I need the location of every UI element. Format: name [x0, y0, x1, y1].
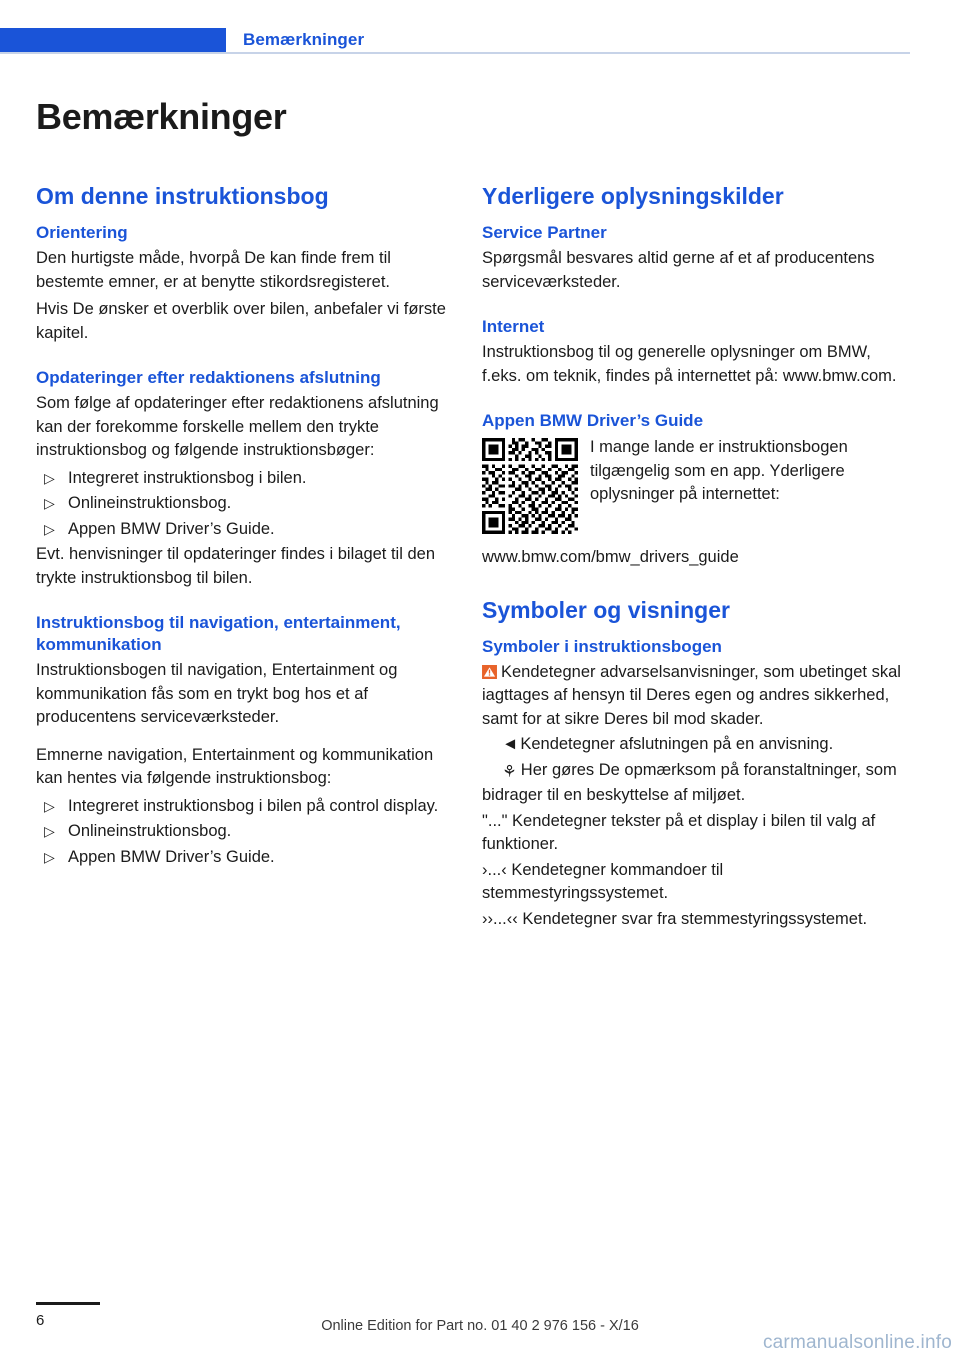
app-url: www.bmw.com/bmw_drivers_guide	[482, 548, 739, 566]
list-item-label: Integreret instruktionsbog i bilen på control display.	[68, 796, 439, 815]
section-heading-symboler-og-visninger: Symboler og visninger	[482, 596, 730, 623]
section-heading-om-denne-instruktionsbog: Om denne instruktionsbog	[36, 183, 329, 209]
header-title: Bemærkninger	[243, 30, 365, 49]
list-item-label: Onlineinstruktionsbog.	[68, 822, 232, 840]
environment-leaf-icon: ⚘	[502, 762, 517, 781]
list-item	[36, 846, 446, 870]
symbol-warning-text: Kendetegner advarselsanvisninger, som ubetinget skal iagttages af hensyn til Deres egen og andres sikkerhed, samt for at sikre Deres bil mod skader.	[482, 662, 901, 728]
symbol-end-row	[482, 733, 902, 757]
paragraph-orientering-1: Den hurtigste måde, hvorpå De kan finde frem til bestemte emner, er at benytte stikordsregisteret.	[36, 249, 391, 291]
triangle-bullet-icon: ▷	[44, 469, 55, 486]
subsection-heading-opdateringer: Opdateringer efter redaktionens afslutning	[36, 368, 381, 387]
list-item	[36, 795, 446, 819]
triangle-bullet-icon: ▷	[44, 848, 55, 865]
symbol-voice-answer-row: ››...‹‹ Kendetegner svar fra stemmestyringssystemet.	[482, 909, 868, 928]
subsection-heading-navigation: Instruktionsbog til navigation, entertainment, kommunikation	[36, 613, 401, 654]
paragraph-opdateringer-2: Evt. henvisninger til opdateringer findes i bilaget til den trykte instruktionsbog til bilen.	[36, 545, 435, 587]
subsection-heading-app-drivers-guide: Appen BMW Driver’s Guide	[482, 411, 704, 430]
paragraph-service-partner: Spørgsmål besvares altid gerne af et af producentens serviceværksteder.	[482, 249, 875, 291]
header-divider	[0, 52, 910, 54]
left-column	[36, 182, 446, 871]
paragraph-internet: Instruktionsbog til og generelle oplysninger om BMW, f.eks. om teknik, findes på internettet på: www.bmw.com.	[482, 343, 897, 385]
qr-block	[482, 436, 902, 534]
qr-code-icon	[482, 438, 578, 534]
page-title: Bemærkninger	[36, 96, 287, 137]
subsection-heading-service-partner: Service Partner	[482, 223, 607, 242]
paragraph-navigation-2: Emnerne navigation, Entertainment og kommunikation kan hentes via følgende instruktionsbog:	[36, 745, 434, 787]
list-item-label: Integreret instruktionsbog i bilen.	[68, 468, 307, 487]
symbol-environment-row	[482, 759, 902, 808]
header-accent-bar	[0, 28, 226, 52]
footer-divider	[36, 1302, 100, 1305]
paragraph-opdateringer-1: Som følge af opdateringer efter redaktionens afslutning kan der forekomme forskelle mellem den trykte instruktionsbog og følgende instruktionsbøger:	[36, 394, 439, 459]
list-item-label: Appen BMW Driver’s Guide.	[68, 519, 275, 538]
triangle-bullet-icon: ▷	[44, 520, 55, 537]
subsection-heading-symboler-i-instruktionsbogen: Symboler i instruktionsbogen	[482, 636, 722, 656]
paragraph-orientering-2: Hvis De ønsker et overblik over bilen, anbefaler vi første kapitel.	[36, 300, 446, 342]
footer-edition-text: Online Edition for Part no. 01 40 2 976 156 - X/16	[321, 1318, 639, 1334]
warning-triangle-icon	[482, 665, 497, 679]
section-heading-yderligere-oplysningskilder: Yderligere oplysningskilder	[482, 183, 784, 209]
triangle-bullet-icon: ▷	[44, 823, 55, 839]
list-item	[36, 518, 446, 542]
triangle-bullet-icon: ▷	[44, 495, 55, 511]
page-number: 6	[36, 1312, 45, 1329]
list-item	[36, 492, 446, 516]
subsection-heading-internet: Internet	[482, 317, 545, 336]
symbol-environment-text: Her gøres De opmærksom på foranstaltninger, som bidrager til en beskyttelse af miljøet.	[482, 760, 897, 804]
list-item-label: Appen BMW Driver’s Guide.	[68, 847, 275, 866]
symbol-display-text-row: "..." Kendetegner tekster på et display i bilen til valg af funktioner.	[482, 811, 876, 853]
subsection-heading-orientering: Orientering	[36, 223, 128, 242]
right-column	[482, 182, 902, 933]
triangle-bullet-icon: ▷	[44, 797, 55, 814]
watermark: carmanualsonline.info	[762, 1332, 952, 1353]
symbol-warning-row	[482, 661, 902, 732]
list-opdateringer-instruktionsboeger	[36, 467, 446, 542]
left-triangle-icon: ◄	[502, 735, 519, 753]
paragraph-navigation-1: Instruktionsbogen til navigation, Entertainment og kommunikation fås som en trykt bog hos et af producentens serviceværksteder.	[36, 661, 398, 726]
symbol-voice-command-row: ›...‹ Kendetegner kommandoer til stemmestyringssystemet.	[482, 860, 724, 902]
page-header	[0, 28, 960, 52]
symbol-end-text: Kendetegner afslutningen på en anvisning.	[520, 735, 834, 753]
list-item	[36, 467, 446, 491]
list-item	[36, 820, 446, 844]
list-item-label: Onlineinstruktionsbog.	[68, 494, 232, 512]
list-navigation-instruktionsbog	[36, 795, 446, 870]
paragraph-app-description: I mange lande er instruktionsbogen tilgængelig som en app. Yderligere oplysninger på internettet:	[590, 438, 848, 503]
